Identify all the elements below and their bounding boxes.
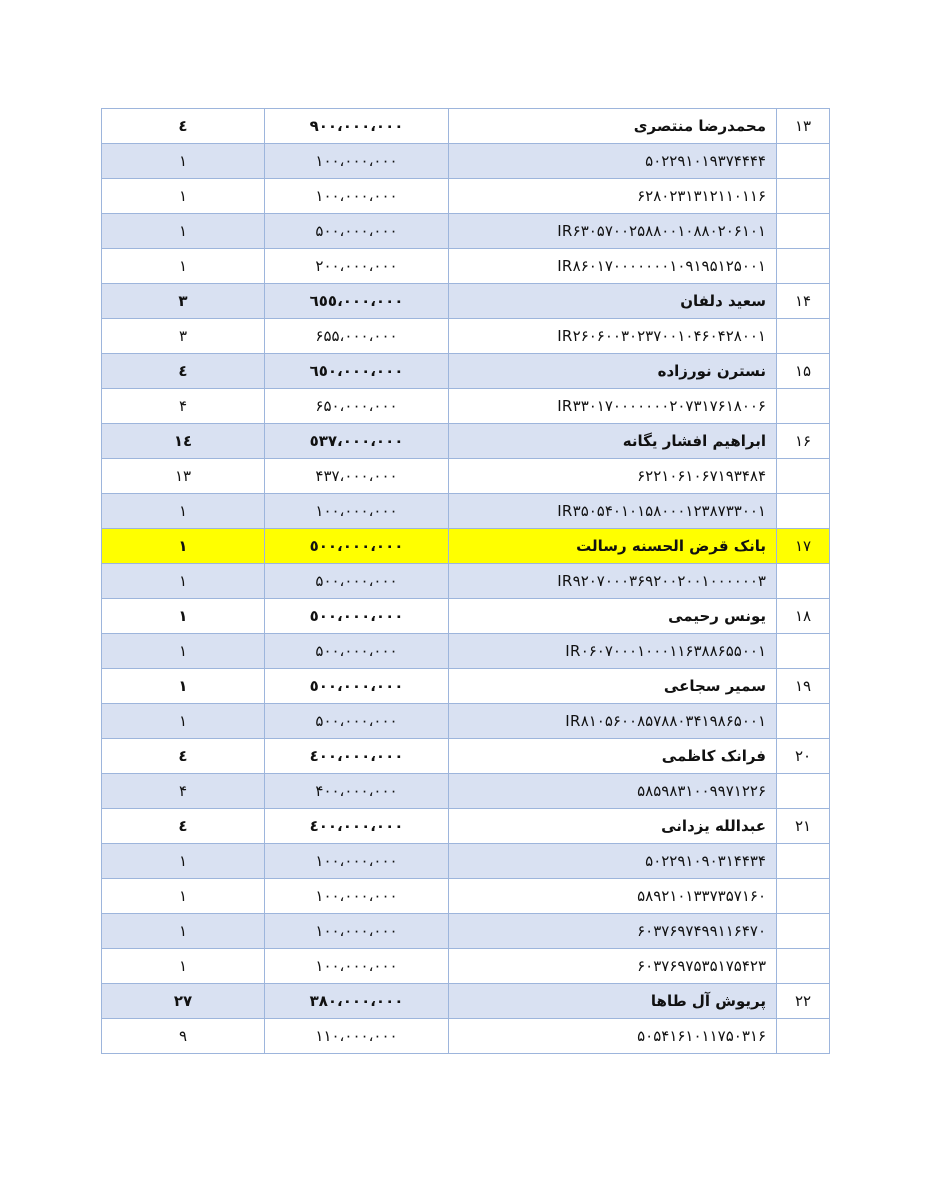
count-cell: ۱: [102, 949, 265, 984]
recipient-name: عبدالله یزدانی: [449, 809, 777, 844]
recipient-row: [102, 284, 830, 319]
account-number: IR۸۶۰۱۷۰۰۰۰۰۰۰۱۰۹۱۹۵۱۲۵۰۰۱: [449, 249, 777, 284]
recipient-name: ابراهیم افشار یگانه: [449, 424, 777, 459]
count-cell: ۱: [102, 144, 265, 179]
recipient-row: [102, 739, 830, 774]
amount-cell: ۱۰۰،۰۰۰،۰۰۰: [265, 179, 449, 214]
recipient-name: محمدرضا منتصری: [449, 109, 777, 144]
count-cell: ۱: [102, 914, 265, 949]
amount-cell: ٥۰۰،۰۰۰،۰۰۰: [265, 529, 449, 564]
amount-cell: ۵۰۰،۰۰۰،۰۰۰: [265, 704, 449, 739]
count-cell: ١: [102, 669, 265, 704]
account-row: [102, 214, 830, 249]
account-row: [102, 704, 830, 739]
table-body: [102, 109, 830, 1054]
recipient-name: پریوش آل طاها: [449, 984, 777, 1019]
count-cell: ٤: [102, 354, 265, 389]
recipient-row: [102, 354, 830, 389]
count-cell: ۱: [102, 564, 265, 599]
row-index: [777, 214, 830, 249]
amount-cell: ۴۰۰،۰۰۰،۰۰۰: [265, 774, 449, 809]
account-number: IR۲۶۰۶۰۰۳۰۲۳۷۰۰۱۰۴۶۰۴۲۸۰۰۱: [449, 319, 777, 354]
row-index: ۱۷: [777, 529, 830, 564]
row-index: ۱۸: [777, 599, 830, 634]
account-row: [102, 879, 830, 914]
account-number: ۶۰۳۷۶۹۷۵۳۵۱۷۵۴۲۳: [449, 949, 777, 984]
count-cell: ۳: [102, 319, 265, 354]
count-cell: ۱: [102, 179, 265, 214]
row-index: ۲۲: [777, 984, 830, 1019]
amount-cell: ۱۰۰،۰۰۰،۰۰۰: [265, 879, 449, 914]
account-row: [102, 564, 830, 599]
account-number: IR۳۳۰۱۷۰۰۰۰۰۰۰۲۰۷۳۱۷۶۱۸۰۰۶: [449, 389, 777, 424]
amount-cell: ٤۰۰،۰۰۰،۰۰۰: [265, 809, 449, 844]
count-cell: ۱: [102, 214, 265, 249]
row-index: [777, 949, 830, 984]
account-number: ۶۲۸۰۲۳۱۳۱۲۱۱۰۱۱۶: [449, 179, 777, 214]
account-number: ۶۲۲۱۰۶۱۰۶۷۱۹۳۴۸۴: [449, 459, 777, 494]
amount-cell: ۵۰۰،۰۰۰،۰۰۰: [265, 214, 449, 249]
amount-cell: ۳۸۰،۰۰۰،۰۰۰: [265, 984, 449, 1019]
amount-cell: ۱۰۰،۰۰۰،۰۰۰: [265, 914, 449, 949]
account-number: ۵۸۹۲۱۰۱۳۳۷۳۵۷۱۶۰: [449, 879, 777, 914]
account-number: ۵۰۲۲۹۱۰۱۹۳۷۴۴۴۴: [449, 144, 777, 179]
account-number: ۵۰۵۴۱۶۱۰۱۱۷۵۰۳۱۶: [449, 1019, 777, 1054]
account-number: IR۰۶۰۷۰۰۰۱۰۰۰۱۱۶۳۸۸۶۵۵۰۰۱: [449, 634, 777, 669]
account-row: [102, 389, 830, 424]
recipient-row: [102, 809, 830, 844]
recipient-name: بانک قرض الحسنه رسالت: [449, 529, 777, 564]
count-cell: ۳: [102, 284, 265, 319]
count-cell: ١٤: [102, 424, 265, 459]
recipient-name: سعید دلفان: [449, 284, 777, 319]
recipient-name: سمیر سجاعی: [449, 669, 777, 704]
count-cell: ۱: [102, 844, 265, 879]
amount-cell: ٤۰۰،۰۰۰،۰۰۰: [265, 739, 449, 774]
amount-cell: ۹۰۰،۰۰۰،۰۰۰: [265, 109, 449, 144]
account-number: IR۹۲۰۷۰۰۰۳۶۹۲۰۰۲۰۰۱۰۰۰۰۰۰۳: [449, 564, 777, 599]
row-index: ۲۱: [777, 809, 830, 844]
account-row: [102, 144, 830, 179]
amount-cell: ٥۰۰،۰۰۰،۰۰۰: [265, 669, 449, 704]
account-number: IR۳۵۰۵۴۰۱۰۱۵۸۰۰۰۱۲۳۸۷۳۳۰۰۱: [449, 494, 777, 529]
amount-cell: ۱۱۰،۰۰۰،۰۰۰: [265, 1019, 449, 1054]
count-cell: ۱: [102, 879, 265, 914]
count-cell: ٤: [102, 739, 265, 774]
amount-cell: ۱۰۰،۰۰۰،۰۰۰: [265, 844, 449, 879]
row-index: [777, 179, 830, 214]
account-number: IR۸۱۰۵۶۰۰۸۵۷۸۸۰۳۴۱۹۸۶۵۰۰۱: [449, 704, 777, 739]
account-row: [102, 494, 830, 529]
row-index: ۱۳: [777, 109, 830, 144]
account-number: ۶۰۳۷۶۹۷۴۹۹۱۱۶۴۷۰: [449, 914, 777, 949]
recipient-name: یونس رحیمی: [449, 599, 777, 634]
account-row: [102, 1019, 830, 1054]
account-row: [102, 914, 830, 949]
account-number: ۵۰۲۲۹۱۰۹۰۳۱۴۴۳۴: [449, 844, 777, 879]
row-index: [777, 389, 830, 424]
row-index: [777, 459, 830, 494]
recipient-name: نسترن نورزاده: [449, 354, 777, 389]
account-number: IR۶۳۰۵۷۰۰۲۵۸۸۰۰۱۰۸۸۰۲۰۶۱۰۱: [449, 214, 777, 249]
row-index: [777, 494, 830, 529]
amount-cell: ٥۳۷،۰۰۰،۰۰۰: [265, 424, 449, 459]
recipient-row: [102, 424, 830, 459]
amount-cell: ٥۰۰،۰۰۰،۰۰۰: [265, 599, 449, 634]
count-cell: ۱: [102, 249, 265, 284]
account-number: ۵۸۵۹۸۳۱۰۰۹۹۷۱۲۲۶: [449, 774, 777, 809]
row-index: [777, 319, 830, 354]
account-row: [102, 249, 830, 284]
count-cell: ۹: [102, 1019, 265, 1054]
account-row: [102, 949, 830, 984]
account-row: [102, 179, 830, 214]
count-cell: ۱: [102, 494, 265, 529]
amount-cell: ٦٥۰،۰۰۰،۰۰۰: [265, 354, 449, 389]
row-index: [777, 564, 830, 599]
account-row: [102, 459, 830, 494]
count-cell: ٤: [102, 109, 265, 144]
count-cell: ۲۷: [102, 984, 265, 1019]
amount-cell: ۲۰۰،۰۰۰،۰۰۰: [265, 249, 449, 284]
count-cell: ۱: [102, 704, 265, 739]
recipient-name: فرانک کاظمی: [449, 739, 777, 774]
count-cell: ۴: [102, 774, 265, 809]
amount-cell: ۴۳۷،۰۰۰،۰۰۰: [265, 459, 449, 494]
count-cell: ۴: [102, 389, 265, 424]
recipient-row: [102, 669, 830, 704]
row-index: ۱۶: [777, 424, 830, 459]
amount-cell: ٦٥٥،۰۰۰،۰۰۰: [265, 284, 449, 319]
row-index: [777, 249, 830, 284]
row-index: ۲۰: [777, 739, 830, 774]
recipient-row: [102, 984, 830, 1019]
count-cell: ۱: [102, 634, 265, 669]
recipient-row: [102, 109, 830, 144]
row-index: [777, 634, 830, 669]
row-index: [777, 1019, 830, 1054]
amount-cell: ۶۵۰،۰۰۰،۰۰۰: [265, 389, 449, 424]
amount-cell: ۶۵۵،۰۰۰،۰۰۰: [265, 319, 449, 354]
amount-cell: ۱۰۰،۰۰۰،۰۰۰: [265, 949, 449, 984]
row-index: [777, 774, 830, 809]
amount-cell: ۱۰۰،۰۰۰،۰۰۰: [265, 144, 449, 179]
row-index: [777, 844, 830, 879]
row-index: [777, 144, 830, 179]
account-row: [102, 634, 830, 669]
row-index: [777, 914, 830, 949]
row-index: ۱۵: [777, 354, 830, 389]
count-cell: ١: [102, 599, 265, 634]
account-row: [102, 774, 830, 809]
recipient-row: [102, 529, 830, 564]
amount-cell: ۱۰۰،۰۰۰،۰۰۰: [265, 494, 449, 529]
donations-table: [101, 108, 830, 1054]
amount-cell: ۵۰۰،۰۰۰،۰۰۰: [265, 564, 449, 599]
count-cell: ٤: [102, 809, 265, 844]
row-index: [777, 704, 830, 739]
recipient-row: [102, 599, 830, 634]
amount-cell: ۵۰۰،۰۰۰،۰۰۰: [265, 634, 449, 669]
account-row: [102, 844, 830, 879]
account-row: [102, 319, 830, 354]
row-index: ۱۴: [777, 284, 830, 319]
count-cell: ١: [102, 529, 265, 564]
count-cell: ۱۳: [102, 459, 265, 494]
row-index: [777, 879, 830, 914]
row-index: ۱۹: [777, 669, 830, 704]
